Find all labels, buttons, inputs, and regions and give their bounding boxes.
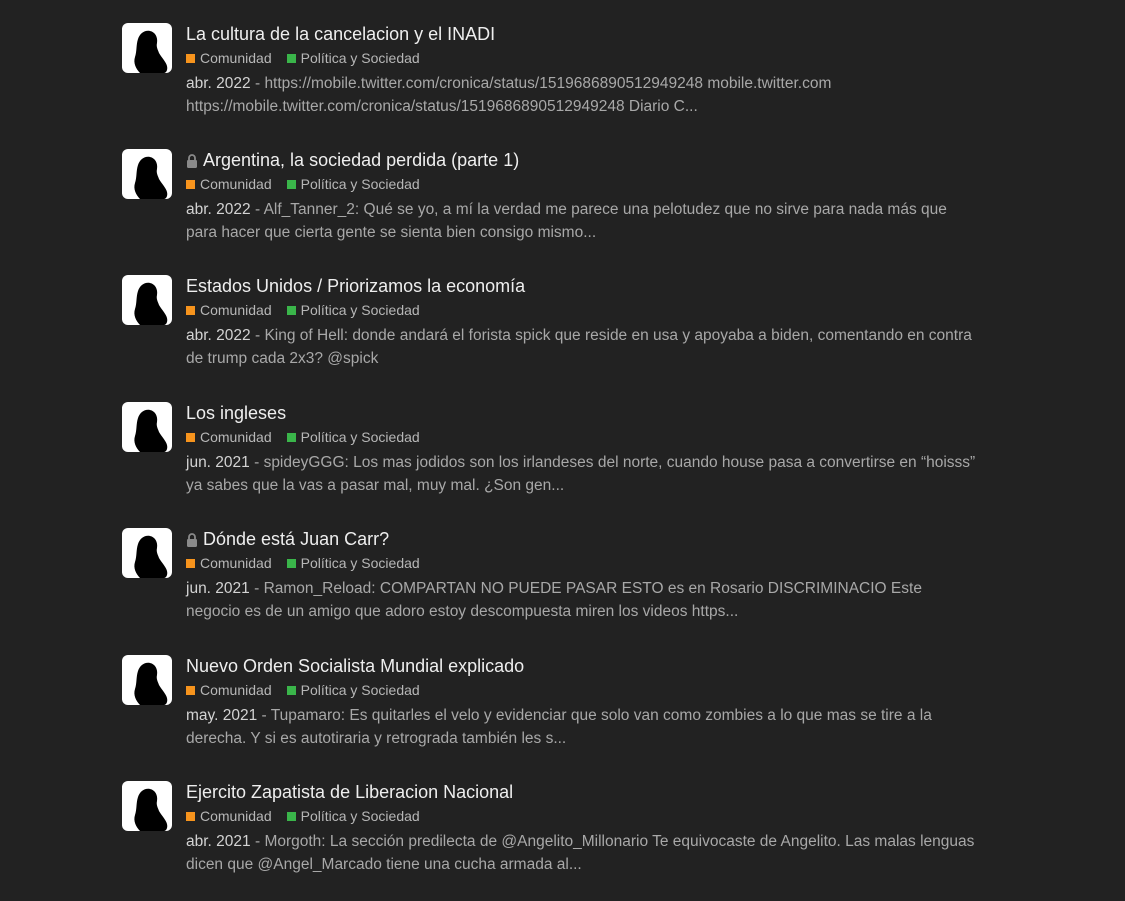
topic-title: La cultura de la cancelacion y el INADI [186,24,496,44]
category-label: Política y Sociedad [300,429,420,445]
search-result [122,402,982,522]
search-result [122,275,982,395]
category-badge-politica[interactable] [287,50,420,66]
user-silhouette-icon [122,149,172,199]
category-list [186,175,976,193]
post-date: jun. 2021 [186,454,250,471]
topic-title-link[interactable] [186,275,976,297]
avatar[interactable] [122,23,172,73]
category-badge-comunidad[interactable] [186,555,272,571]
blurb-separator: - [250,833,265,850]
category-label: Política y Sociedad [300,808,420,824]
avatar[interactable] [122,149,172,199]
category-color-swatch [186,686,195,695]
post-date: jun. 2021 [186,580,250,597]
avatar[interactable] [122,402,172,452]
category-color-swatch [287,686,296,695]
category-label: Comunidad [200,302,272,318]
category-list [186,301,976,319]
post-excerpt: Alf_Tanner_2: Qué se yo, a mí la verdad me parece una pelotudez que no sirve para nada más que para hacer que cierta gente se sienta bien consigo mismo... [186,201,947,241]
category-badge-politica[interactable] [287,176,420,192]
blurb-separator: - [250,327,265,344]
user-silhouette-icon [122,402,172,452]
category-label: Política y Sociedad [300,555,420,571]
category-badge-comunidad[interactable] [186,50,272,66]
category-label: Comunidad [200,429,272,445]
category-label: Política y Sociedad [300,50,420,66]
post-excerpt: Morgoth: La sección predilecta de @Angelito_Millonario Te equivocaste de Angelito. Las malas lenguas dicen que @Angel_Marcado tiene una cucha armada al... [186,833,975,873]
post-excerpt: Tupamaro: Es quitarles el velo y evidenciar que solo van como zombies a lo que mas se tire a la derecha. Y si es autotiraria y retrograda también les s... [186,707,932,747]
result-blurb[interactable] [186,73,976,118]
result-blurb[interactable] [186,199,976,244]
category-color-swatch [287,306,296,315]
category-badge-comunidad[interactable] [186,682,272,698]
topic-title: Estados Unidos / Priorizamos la economía [186,276,526,296]
post-date: abr. 2021 [186,833,251,850]
search-result [122,23,982,143]
avatar[interactable] [122,655,172,705]
category-badge-politica[interactable] [287,302,420,318]
category-color-swatch [186,812,195,821]
post-date: abr. 2022 [186,201,251,218]
post-excerpt: spideyGGG: Los mas jodidos son los irlandeses del norte, cuando house pasa a convertirse en “hoisss” ya sabes que la vas a pasar mal, muy mal. ¿Son gen... [186,454,976,494]
search-result [122,781,982,901]
result-content [186,655,976,750]
category-badge-comunidad[interactable] [186,808,272,824]
result-content [186,402,976,497]
category-label: Política y Sociedad [300,302,420,318]
category-label: Comunidad [200,176,272,192]
post-excerpt: King of Hell: donde andará el forista spick que reside en usa y apoyaba a biden, comentando en contra de trump cada 2x3? @spick [186,327,972,367]
post-excerpt: Ramon_Reload: COMPARTAN NO PUEDE PASAR ESTO es en Rosario DISCRIMINACIO Este negocio es de un amigo que adoro estoy descompuesta miren los videos https... [186,580,922,620]
user-silhouette-icon [122,275,172,325]
post-excerpt: https://mobile.twitter.com/cronica/status/1519686890512949248 mobile.twitter.com https://mobile.twitter.com/cronica/status/1519686890512949248 Diario C... [186,75,832,115]
result-blurb[interactable] [186,452,976,497]
result-content [186,781,976,876]
user-silhouette-icon [122,23,172,73]
avatar[interactable] [122,528,172,578]
category-color-swatch [287,180,296,189]
result-blurb[interactable] [186,325,976,370]
category-label: Política y Sociedad [300,682,420,698]
blurb-separator: - [250,75,265,92]
category-color-swatch [186,433,195,442]
category-label: Comunidad [200,50,272,66]
category-badge-politica[interactable] [287,682,420,698]
topic-title: Argentina, la sociedad perdida (parte 1) [203,150,520,170]
post-date: abr. 2022 [186,327,251,344]
post-date: may. 2021 [186,707,258,724]
category-badge-comunidad[interactable] [186,429,272,445]
avatar[interactable] [122,781,172,831]
category-color-swatch [287,559,296,568]
category-color-swatch [287,54,296,63]
category-label: Comunidad [200,808,272,824]
topic-title-link[interactable] [186,528,976,550]
topic-title-link[interactable] [186,149,976,171]
user-silhouette-icon [122,528,172,578]
post-date: abr. 2022 [186,75,251,92]
category-list [186,554,976,572]
search-result [122,655,982,775]
category-badge-politica[interactable] [287,808,420,824]
topic-title-link[interactable] [186,781,976,803]
topic-title: Nuevo Orden Socialista Mundial explicado [186,656,525,676]
category-label: Comunidad [200,682,272,698]
result-content [186,23,976,118]
avatar[interactable] [122,275,172,325]
topic-title-link[interactable] [186,402,976,424]
category-color-swatch [186,559,195,568]
result-blurb[interactable] [186,831,976,876]
user-silhouette-icon [122,781,172,831]
category-list [186,428,976,446]
category-badge-politica[interactable] [287,429,420,445]
topic-title: Dónde está Juan Carr? [203,529,390,549]
category-label: Política y Sociedad [300,176,420,192]
category-color-swatch [186,180,195,189]
search-result [122,528,982,648]
category-label: Comunidad [200,555,272,571]
result-content [186,528,976,623]
result-content [186,149,976,244]
category-badge-comunidad[interactable] [186,302,272,318]
result-content [186,275,976,370]
topic-title-link[interactable] [186,655,976,677]
result-blurb[interactable] [186,578,976,623]
topic-title-link[interactable] [186,23,976,45]
blurb-separator: - [249,454,264,471]
topic-title: Los ingleses [186,403,287,423]
category-badge-comunidad[interactable] [186,176,272,192]
category-color-swatch [186,54,195,63]
category-badge-politica[interactable] [287,555,420,571]
lock-icon [186,154,198,168]
blurb-separator: - [257,707,271,724]
lock-icon [186,533,198,547]
category-list [186,807,976,825]
blurb-separator: - [250,201,264,218]
blurb-separator: - [249,580,264,597]
category-color-swatch [186,306,195,315]
topic-title: Ejercito Zapatista de Liberacion Nacional [186,782,514,802]
user-silhouette-icon [122,655,172,705]
category-list [186,681,976,699]
category-color-swatch [287,812,296,821]
category-list [186,49,976,67]
result-blurb[interactable] [186,705,976,750]
category-color-swatch [287,433,296,442]
search-result [122,149,982,269]
